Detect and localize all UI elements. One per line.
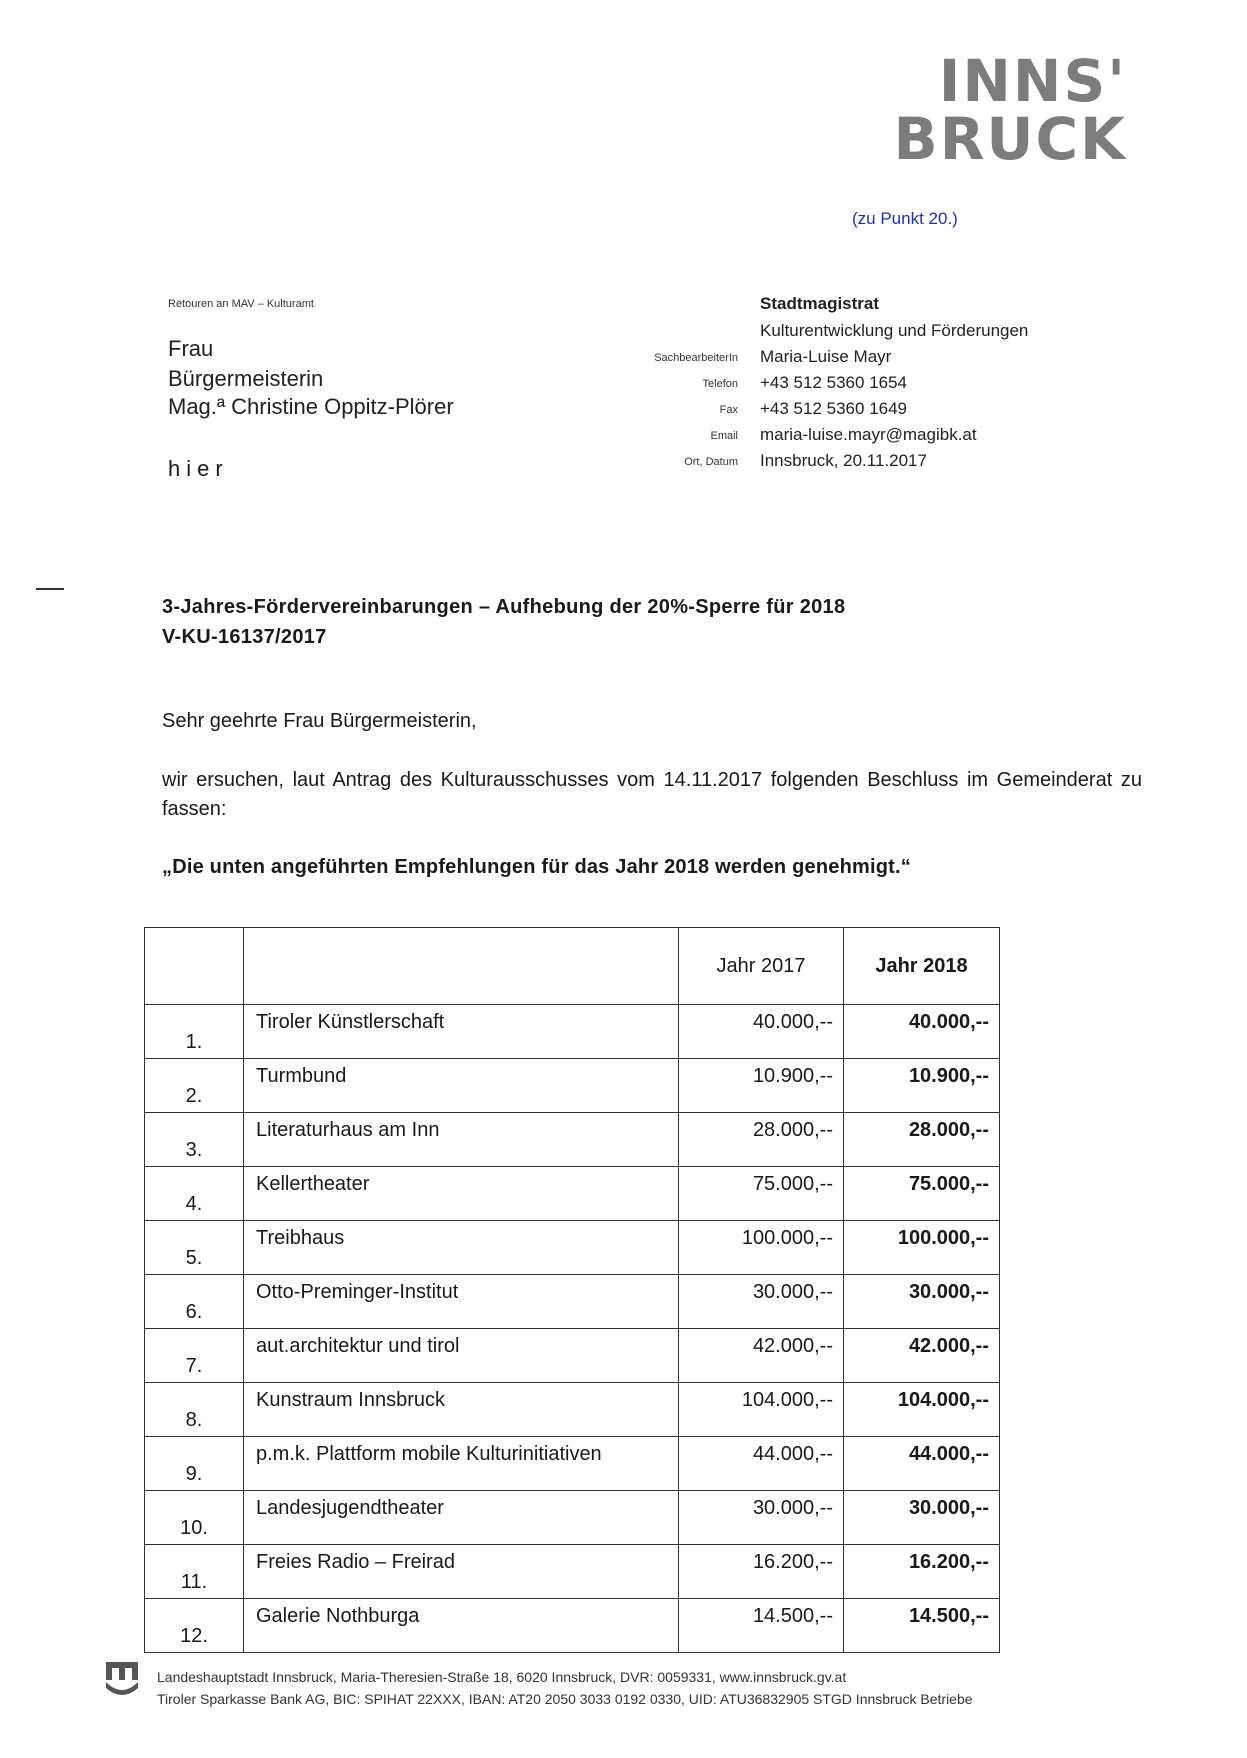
recipient-salutation: Frau [168, 336, 214, 361]
subject-reference: V-KU-16137/2017 [162, 626, 327, 648]
table-row [145, 1005, 1000, 1059]
header-number-cell [145, 928, 244, 1005]
header-2017: Jahr 2017 [679, 928, 844, 1005]
row-organization: p.m.k. Plattform mobile Kulturinitiativen [244, 1437, 679, 1491]
header-2018: Jahr 2018 [844, 928, 1000, 1005]
row-amount-2017: 42.000,-- [679, 1329, 844, 1383]
row-amount-2018: 104.000,-- [844, 1383, 1000, 1437]
city-logo [893, 47, 1127, 173]
subject-line-1: 3-Jahres-Fördervereinbarungen – Aufhebung der 20%-Sperre für 2018 [162, 596, 846, 618]
agenda-reference: (zu Punkt 20.) [852, 209, 958, 228]
table-row [145, 1383, 1000, 1437]
recipient-name: Mag.ª Christine Oppitz-Plörer [168, 394, 454, 419]
row-number: 3. [145, 1113, 244, 1167]
table-row [145, 1599, 1000, 1653]
sender-clerk: Maria-Luise Mayr [760, 347, 892, 366]
sender-place-date: Innsbruck, 20.11.2017 [760, 451, 927, 470]
row-amount-2017: 30.000,-- [679, 1275, 844, 1329]
row-amount-2018: 16.200,-- [844, 1545, 1000, 1599]
logo-line-1: INNS' [938, 47, 1127, 115]
header-name-cell [244, 928, 679, 1005]
greeting: Sehr geehrte Frau Bürgermeisterin, [162, 710, 477, 732]
row-amount-2018: 44.000,-- [844, 1437, 1000, 1491]
sender-labels [600, 345, 738, 475]
footer-address: Landeshauptstadt Innsbruck, Maria-Theresien-Straße 18, 6020 Innsbruck, DVR: 0059331, www.innsbruck.gv.at [157, 1669, 847, 1685]
row-number: 12. [145, 1599, 244, 1653]
table-row [145, 1545, 1000, 1599]
row-organization: Otto-Preminger-Institut [244, 1275, 679, 1329]
label-place-date: Ort, Datum [684, 456, 738, 468]
row-organization: Literaturhaus am Inn [244, 1113, 679, 1167]
row-amount-2018: 10.900,-- [844, 1059, 1000, 1113]
row-number: 8. [145, 1383, 244, 1437]
table-row [145, 1113, 1000, 1167]
row-amount-2018: 40.000,-- [844, 1005, 1000, 1059]
sender-fax: +43 512 5360 1649 [760, 399, 908, 418]
table-row [145, 1221, 1000, 1275]
sender-phone: +43 512 5360 1654 [760, 373, 908, 392]
table-header-row [145, 928, 1000, 1005]
label-fax: Fax [719, 404, 738, 416]
row-number: 4. [145, 1167, 244, 1221]
table-row [145, 1437, 1000, 1491]
row-amount-2018: 28.000,-- [844, 1113, 1000, 1167]
row-amount-2017: 75.000,-- [679, 1167, 844, 1221]
row-amount-2018: 100.000,-- [844, 1221, 1000, 1275]
row-organization: Kellertheater [244, 1167, 679, 1221]
grants-table [144, 927, 1000, 1653]
row-amount-2018: 75.000,-- [844, 1167, 1000, 1221]
return-note: Retouren an MAV – Kulturamt [168, 298, 314, 310]
row-organization: Tiroler Künstlerschaft [244, 1005, 679, 1059]
label-clerk: SachbearbeiterIn [654, 352, 738, 364]
footer-bank: Tiroler Sparkasse Bank AG, BIC: SPIHAT 22XXX, IBAN: AT20 2050 3033 0192 0330, UID: ATU36832905 STGD Innsbruck Betriebe [157, 1691, 973, 1707]
row-number: 9. [145, 1437, 244, 1491]
row-amount-2017: 16.200,-- [679, 1545, 844, 1599]
row-number: 5. [145, 1221, 244, 1275]
table-row [145, 1329, 1000, 1383]
row-organization: Freies Radio – Freirad [244, 1545, 679, 1599]
row-amount-2017: 44.000,-- [679, 1437, 844, 1491]
row-organization: Kunstraum Innsbruck [244, 1383, 679, 1437]
row-amount-2018: 30.000,-- [844, 1491, 1000, 1545]
row-amount-2017: 28.000,-- [679, 1113, 844, 1167]
row-amount-2017: 10.900,-- [679, 1059, 844, 1113]
row-amount-2017: 30.000,-- [679, 1491, 844, 1545]
recipient-title: Bürgermeisterin [168, 366, 324, 391]
row-amount-2017: 40.000,-- [679, 1005, 844, 1059]
decision-text: „Die unten angeführten Empfehlungen für das Jahr 2018 werden genehmigt.“ [162, 856, 911, 878]
row-number: 6. [145, 1275, 244, 1329]
body-paragraph: wir ersuchen, laut Antrag des Kulturausschusses vom 14.11.2017 folgenden Beschluss im Gemeinderat zu fassen: [162, 769, 1142, 820]
sender-block [760, 290, 1028, 474]
table-row [145, 1167, 1000, 1221]
footer [157, 1666, 973, 1710]
row-number: 10. [145, 1491, 244, 1545]
table-row [145, 1491, 1000, 1545]
label-email: Email [710, 430, 738, 442]
innsbruck-bridge-icon [104, 1660, 140, 1701]
row-organization: Turmbund [244, 1059, 679, 1113]
row-amount-2018: 30.000,-- [844, 1275, 1000, 1329]
row-organization: aut.architektur und tirol [244, 1329, 679, 1383]
table-row [145, 1059, 1000, 1113]
table-row [145, 1275, 1000, 1329]
row-amount-2018: 14.500,-- [844, 1599, 1000, 1653]
row-amount-2017: 104.000,-- [679, 1383, 844, 1437]
fold-mark [36, 588, 64, 590]
row-amount-2018: 42.000,-- [844, 1329, 1000, 1383]
row-amount-2017: 100.000,-- [679, 1221, 844, 1275]
sender-org: Stadtmagistrat [760, 294, 880, 313]
subject [162, 592, 845, 652]
row-number: 2. [145, 1059, 244, 1113]
row-organization: Galerie Nothburga [244, 1599, 679, 1653]
row-number: 7. [145, 1329, 244, 1383]
label-phone: Telefon [702, 378, 738, 390]
sender-email: maria-luise.mayr@magibk.at [760, 425, 977, 444]
recipient-location: hier [168, 456, 229, 481]
logo-line-2: BRUCK [893, 105, 1127, 173]
row-number: 1. [145, 1005, 244, 1059]
sender-department: Kulturentwicklung und Förderungen [760, 321, 1029, 340]
row-organization: Landesjugendtheater [244, 1491, 679, 1545]
row-organization: Treibhaus [244, 1221, 679, 1275]
row-number: 11. [145, 1545, 244, 1599]
row-amount-2017: 14.500,-- [679, 1599, 844, 1653]
